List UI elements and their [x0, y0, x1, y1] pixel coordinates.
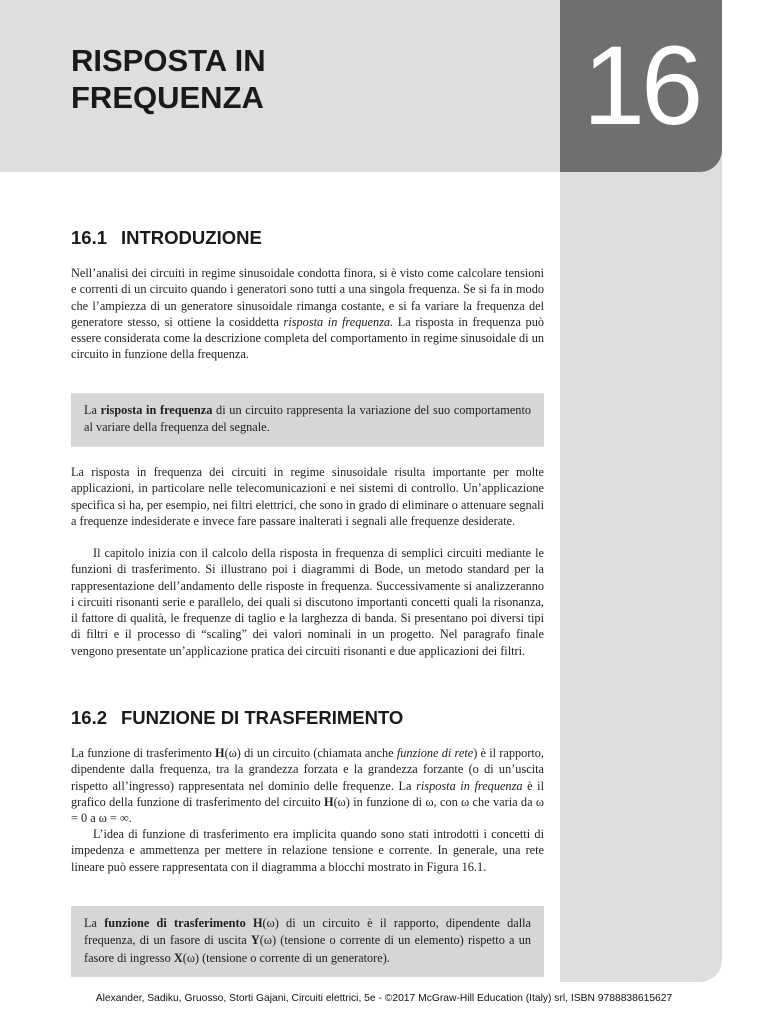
bold-term: risposta in frequenza	[100, 403, 213, 417]
section-heading-funzione-di-trasferimento	[71, 706, 403, 730]
text-run: Nell’analisi dei circuiti in regime sinusoidale condotta finora, si è visto come calcolare tensioni e correnti di un circuito quando i generatori sono tutti a una singola frequenza. Se si fa in modo che l’ampiezza di un generatore sinusoidale rimanga costante, e si fa variare la frequenza del generatore stesso, si ottiene la cosiddetta	[71, 266, 544, 329]
text-run: di un circuito è il rapporto, dipendente dalla frequenza, di un fasore di uscita	[84, 916, 531, 948]
symbol-H: H	[215, 746, 225, 760]
definition-callout-transfer-function	[71, 906, 544, 977]
emphasis-text: funzione di rete	[396, 746, 474, 760]
section-heading-introduzione	[71, 226, 262, 250]
section-title: FUNZIONE DI TRASFERIMENTO	[121, 707, 404, 728]
text-run: è il grafico della funzione di trasferimento del circuito	[71, 778, 544, 809]
text-run: di un circuito (chiamata anche	[240, 746, 397, 760]
text-run: (ω)	[224, 746, 241, 760]
section-number: 16.2	[71, 707, 108, 728]
text-run: in funzione di ω, con ω che varia da ω = 0 a ω = ∞.	[71, 794, 544, 826]
emphasis-text: risposta in frequenza.	[283, 314, 394, 329]
text-run: La	[84, 916, 105, 930]
text-run: (ω)	[259, 933, 277, 948]
symbol-H: H	[323, 794, 334, 809]
text-run: (ω)	[262, 916, 279, 930]
text-run: La	[84, 403, 101, 417]
definition-callout-frequency-response	[71, 393, 544, 447]
section-title: INTRODUZIONE	[121, 227, 262, 248]
chapter-title	[71, 42, 551, 116]
text-run: La funzione di trasferimento	[71, 746, 216, 760]
text-run: (ω)	[333, 794, 350, 809]
symbol-X: X	[173, 950, 183, 965]
text-run: (tensione o corrente di un elemento) rispetto a un fasore di ingresso	[84, 933, 531, 965]
text-run: (tensione o corrente di un generatore).	[199, 950, 390, 965]
text-run: (ω)	[182, 950, 200, 965]
emphasis-text: risposta in frequenza	[416, 778, 523, 793]
text-run: Il capitolo inizia con il calcolo della risposta in frequenza di semplici circuiti mediante le funzioni di trasferimento. Si illustrano poi i diagrammi di Bode, un metodo standard per la rappresentazione dell’andamento delle risposte in frequenza. Successivamente si analizzeranno i circuiti risonanti serie e parallelo, dei quali si discutono importanti concetti quali la risonanza, il fattore di qualità, le frequenze di taglio e la larghezza di banda. Si presentano poi diversi tipi di filtri e il processo di “scaling” dei valori nominali in un progetto. Nel paragrafo finale vengono presentate un’applicazione pratica dei circuiti risonanti e due applicazioni dei filtri.	[71, 546, 544, 658]
intro-paragraph-2: La risposta in frequenza dei circuiti in regime sinusoidale risulta importante per molte applicazioni, in particolare nelle telecomunicazioni e nei sistemi di controllo. Un’applicazione specifica si ha, per esempio, nei filtri elettrici, che sono in grado di eliminare o attenuare segnali a frequenze indesiderate e invece fare passare inalterati i segnali alle frequenze desiderate.	[71, 465, 544, 528]
text-run: di un circuito rappresenta la variazione del suo comportamento al variare della frequenza del segnale.	[84, 403, 532, 435]
chapter-title-line-2: FREQUENZA	[71, 80, 264, 115]
intro-paragraph-3	[71, 545, 544, 659]
transfer-paragraph-2	[71, 826, 544, 875]
transfer-paragraph-1	[71, 745, 544, 826]
bold-term: funzione di trasferimento	[104, 916, 246, 930]
text-run: ) è il rapporto, dipendente dalla frequenza, tra la grandezza forzata e la grandezza forzante (o di un’uscita rispetto all’ingresso) rappresentata nel dominio delle frequenze. La	[71, 746, 545, 793]
section-number: 16.1	[71, 227, 108, 248]
symbol-H: H	[252, 916, 263, 930]
callout-text	[84, 915, 531, 967]
text-run: L’idea di funzione di trasferimento era implicita quando sono stati introdotti i concetti di impedenza e ammettenza per mettere in relazione tensione e corrente. In generale, una rete lineare può essere rappresentata con il diagramma a blocchi mostrato in Figura 16.1.	[71, 827, 544, 874]
text-run: La risposta in frequenza può essere considerata come la descrizione completa del comportamento in regime sinusoidale di un circuito in funzione della frequenza.	[71, 314, 544, 362]
callout-text	[84, 402, 531, 437]
chapter-title-line-1: RISPOSTA IN	[71, 43, 266, 78]
page-footer-citation: Alexander, Sadiku, Gruosso, Storti Gajani, Circuiti elettrici, 5e - ©2017 McGraw-Hill Education (Italy) srl, ISBN 9788838615627	[95, 993, 673, 1004]
symbol-Y: Y	[250, 933, 260, 948]
intro-paragraph-1	[71, 265, 544, 363]
chapter-number: 16	[582, 23, 700, 148]
